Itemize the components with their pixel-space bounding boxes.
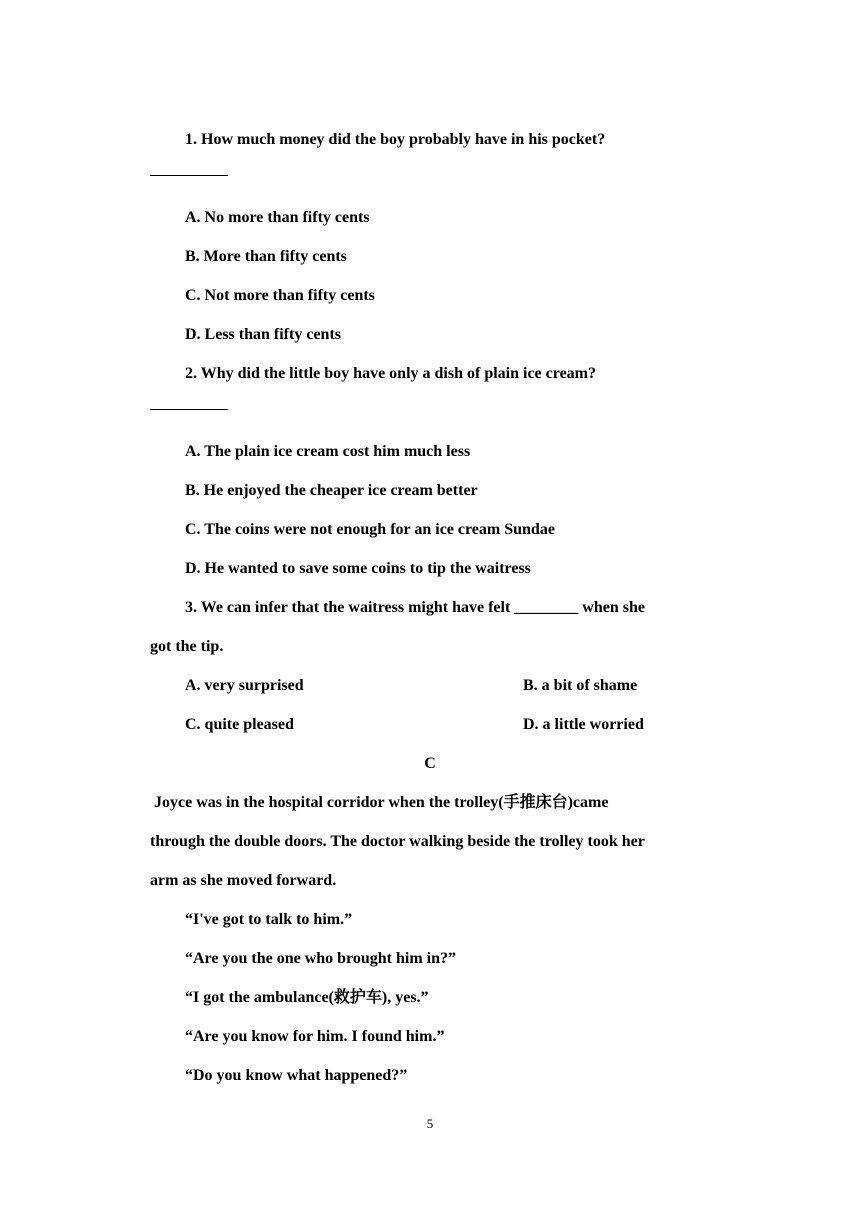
question-3-stem: 3. We can infer that the waitress might have felt ________ when she [185, 599, 645, 616]
question-2-option-c: C. The coins were not enough for an ice cream Sundae [185, 521, 555, 538]
answer-blank-1 [150, 175, 228, 176]
question-2-option-a: A. The plain ice cream cost him much less [185, 443, 471, 460]
question-1-option-b: B. More than fifty cents [185, 248, 347, 265]
question-2-stem: 2. Why did the little boy have only a dish of plain ice cream? [185, 365, 596, 382]
question-1-stem: 1. How much money did the boy probably have in his pocket? [185, 131, 606, 148]
question-1-option-a: A. No more than fifty cents [185, 209, 370, 226]
question-3-option-b: B. a bit of shame [523, 677, 638, 694]
question-3-option-c: C. quite pleased [185, 716, 294, 733]
passage-line: arm as she moved forward. [150, 872, 337, 889]
passage-line: through the double doors. The doctor walking beside the trolley took her [150, 833, 645, 850]
question-3-option-a: A. very surprised [185, 677, 304, 694]
page-number: 5 [426, 1116, 434, 1131]
section-heading: C [424, 755, 436, 772]
dialogue-line: “Are you the one who brought him in?” [185, 950, 456, 967]
question-2-option-b: B. He enjoyed the cheaper ice cream better [185, 482, 478, 499]
question-2-option-d: D. He wanted to save some coins to tip the waitress [185, 560, 531, 577]
dialogue-line: “I've got to talk to him.” [185, 911, 353, 928]
question-1-option-d: D. Less than fifty cents [185, 326, 341, 343]
question-3-option-d: D. a little worried [523, 716, 644, 733]
answer-blank-2 [150, 409, 228, 410]
question-1-option-c: C. Not more than fifty cents [185, 287, 375, 304]
passage-line: Joyce was in the hospital corridor when the trolley(手推床台)came [150, 794, 609, 811]
dialogue-line: “Are you know for him. I found him.” [185, 1028, 445, 1045]
dialogue-line: “Do you know what happened?” [185, 1067, 408, 1084]
dialogue-line: “I got the ambulance(救护车), yes.” [185, 989, 429, 1006]
question-3-stem-continued: got the tip. [150, 638, 224, 655]
